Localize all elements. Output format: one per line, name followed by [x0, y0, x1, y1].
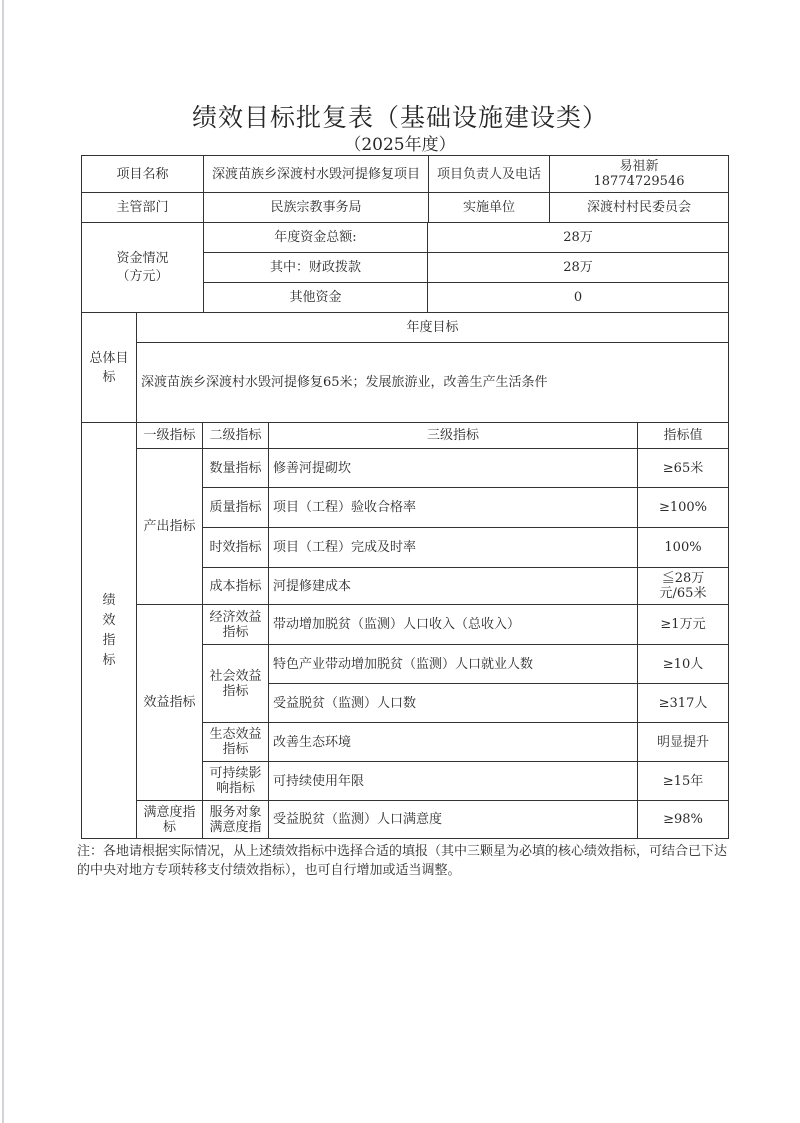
- scan-edge: [2, 0, 4, 1123]
- value-cell: ≥1万元: [637, 604, 729, 645]
- level2-quality: 质量指标: [202, 487, 269, 528]
- value-cell: ≥98%: [637, 800, 729, 839]
- header-level2: 二级指标: [202, 422, 269, 449]
- funding-total-label: 年度资金总额:: [203, 222, 428, 253]
- funding-fiscal-label: 其中：财政拨款: [203, 252, 428, 283]
- funding-other-value: 0: [427, 282, 729, 313]
- value-cell: ≥317人: [637, 683, 729, 723]
- level2-economic: 经济效益指标: [202, 604, 269, 645]
- impl-label: 实施单位: [428, 192, 550, 223]
- funding-label: [81, 222, 204, 313]
- footnote: 注：各地请根据实际情况，从上述绩效指标中选择合适的填报（其中三颗星为必填的核心绩效指标，可结合已下达的中央对地方专项转移支付绩效指标），也可自行增加或适当调整。: [77, 844, 728, 878]
- level3-row: 受益脱贫（监测）人口满意度: [268, 800, 638, 839]
- funding-label-line1: 资金情况: [116, 250, 169, 266]
- funding-fiscal-value: 28万: [427, 252, 729, 283]
- level2-timeliness: 时效指标: [202, 527, 269, 568]
- level3-row: 特色产业带动增加脱贫（监测）人口就业人数: [268, 644, 638, 684]
- dept-value: 民族宗教事务局: [203, 192, 429, 223]
- page-subtitle: （2025年度）: [344, 135, 456, 155]
- level2-service-satisfaction: 服务对象满意度指: [202, 800, 269, 839]
- impl-value: 深渡村村民委员会: [549, 192, 729, 223]
- dept-label: 主管部门: [81, 192, 204, 223]
- value-cell: 100%: [637, 527, 729, 568]
- level2-social: 社会效益指标: [202, 644, 269, 723]
- level3-row: 受益脱贫（监测）人口数: [268, 683, 638, 723]
- level3-row: 修善河提砌坎: [268, 448, 638, 488]
- funding-label-line2: （方元）: [116, 268, 169, 284]
- project-manager-label: 项目负责人及电话: [428, 155, 550, 193]
- overall-goal-label: 总体目标: [81, 312, 137, 423]
- header-value: 指标值: [637, 422, 729, 449]
- value-cell: ≥10人: [637, 644, 729, 684]
- annual-goal-header: 年度目标: [136, 312, 729, 343]
- value-cell: ≦28万元/65米: [637, 567, 729, 605]
- level1-satisfaction: 满意度指标: [136, 800, 203, 839]
- value-cell: ≥15年: [637, 761, 729, 801]
- level2-sustainable: 可持续影响指标: [202, 761, 269, 801]
- indicators-section-label: 绩效指标: [81, 422, 137, 839]
- value-cell: ≥65米: [637, 448, 729, 488]
- level3-row: 改善生态环境: [268, 722, 638, 762]
- project-name-value: 深渡苗族乡深渡村水毁河提修复项目: [203, 155, 429, 193]
- funding-total-value: 28万: [427, 222, 729, 253]
- level3-row: 带动增加脱贫（监测）人口收入（总收入）: [268, 604, 638, 645]
- level3-row: 河提修建成本: [268, 567, 638, 605]
- level1-benefit: 效益指标: [136, 604, 203, 801]
- level3-row: 项目（工程）完成及时率: [268, 527, 638, 568]
- value-cell: ≥100%: [637, 487, 729, 528]
- manager-name: 易祖新: [619, 159, 659, 174]
- page-title: 绩效目标批复表（基础设施建设类）: [191, 103, 608, 132]
- level2-ecological: 生态效益指标: [202, 722, 269, 762]
- header-level3: 三级指标: [268, 422, 638, 449]
- level1-output: 产出指标: [136, 448, 203, 605]
- project-manager-value: [549, 155, 729, 193]
- level3-row: 项目（工程）验收合格率: [268, 487, 638, 528]
- level2-cost: 成本指标: [202, 567, 269, 605]
- funding-other-label: 其他资金: [203, 282, 428, 313]
- manager-phone: 18774729546: [593, 174, 685, 189]
- value-cell: 明显提升: [637, 722, 729, 762]
- level2-quantity: 数量指标: [202, 448, 269, 488]
- annual-goal-text: 深渡苗族乡深渡村水毁河提修复65米；发展旅游业，改善生产生活条件: [136, 342, 729, 423]
- project-name-label: 项目名称: [81, 155, 204, 193]
- header-level1: 一级指标: [136, 422, 203, 449]
- level3-row: 可持续使用年限: [268, 761, 638, 801]
